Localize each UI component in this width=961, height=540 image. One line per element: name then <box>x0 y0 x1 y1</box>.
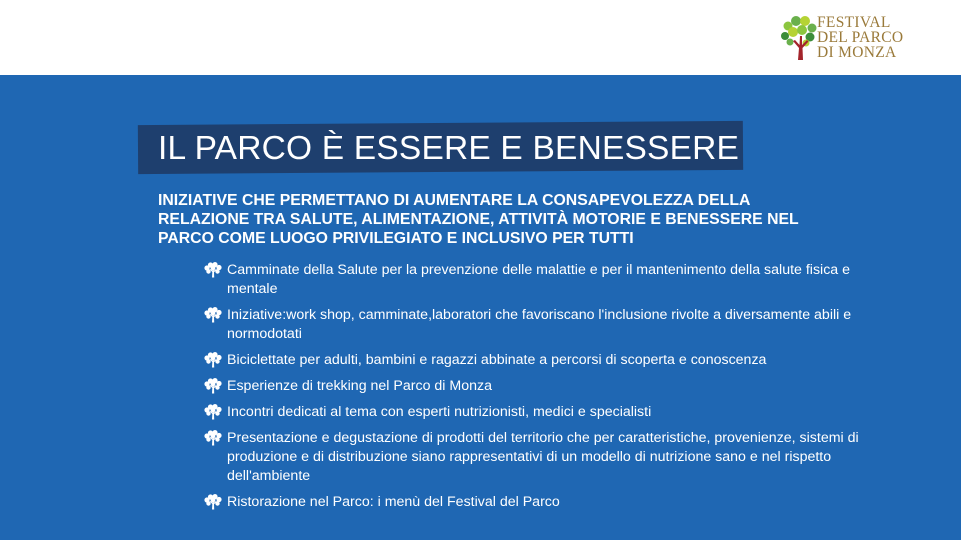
tree-icon <box>203 494 223 510</box>
bullet-text: Incontri dedicati al tema con esperti nutrizionisti, medici e specialisti <box>227 404 652 420</box>
bullet-text: Ristorazione nel Parco: i menù del Festival del Parco <box>227 494 560 510</box>
slide-panel <box>0 75 961 540</box>
logo-text <box>817 15 903 60</box>
bullet-text: Biciclettate per adulti, bambini e ragazzi abbinate a percorsi di scoperta e conoscenza <box>227 352 767 368</box>
logo-line: DI MONZA <box>817 44 897 61</box>
slide-subtitle <box>158 191 888 248</box>
bullet-item <box>203 429 917 486</box>
tree-logo-icon <box>780 14 820 62</box>
tree-icon <box>203 307 223 323</box>
bullet-list <box>203 261 923 512</box>
subtitle-line: RELAZIONE TRA SALUTE, ALIMENTAZIONE, ATTIVITÀ MOTORIE E BENESSERE NEL <box>158 211 799 228</box>
bullet-item <box>203 306 927 344</box>
header-bar <box>0 0 961 75</box>
bullet-item <box>203 261 867 299</box>
bullet-text: Presentazione e degustazione di prodotti del territorio che per caratteristiche, provenienze, sistemi di produzione e di distribuzione siano rappresentativi di un modello di nutrizione sano e nel rispetto dell'ambiente <box>227 430 859 484</box>
bullet-item <box>203 377 947 396</box>
bullet-item <box>203 493 947 512</box>
bullet-text: Camminate della Salute per la prevenzione delle malattie e per il mantenimento della salute fisica e mentale <box>227 262 851 297</box>
tree-icon <box>203 352 223 368</box>
bullet-text: Iniziative:work shop, camminate,laboratori che favoriscano l'inclusione rivolte a diversamente abili e normodotati <box>227 307 852 342</box>
logo-line: FESTIVAL <box>817 14 891 31</box>
bullet-item <box>203 403 947 422</box>
bullet-text: Esperienze di trekking nel Parco di Monza <box>227 378 492 394</box>
festival-logo <box>780 14 930 64</box>
logo-line: DEL PARCO <box>817 29 904 46</box>
slide-title: IL PARCO È ESSERE E BENESSERE <box>158 130 740 167</box>
tree-icon <box>203 262 223 278</box>
subtitle-line: PARCO COME LUOGO PRIVILEGIATO E INCLUSIVO PER TUTTI <box>158 230 634 247</box>
tree-icon <box>203 430 223 446</box>
bullet-item <box>203 351 947 370</box>
tree-icon <box>203 378 223 394</box>
subtitle-line: INIZIATIVE CHE PERMETTANO DI AUMENTARE LA CONSAPEVOLEZZA DELLA <box>158 192 751 209</box>
tree-icon <box>203 404 223 420</box>
